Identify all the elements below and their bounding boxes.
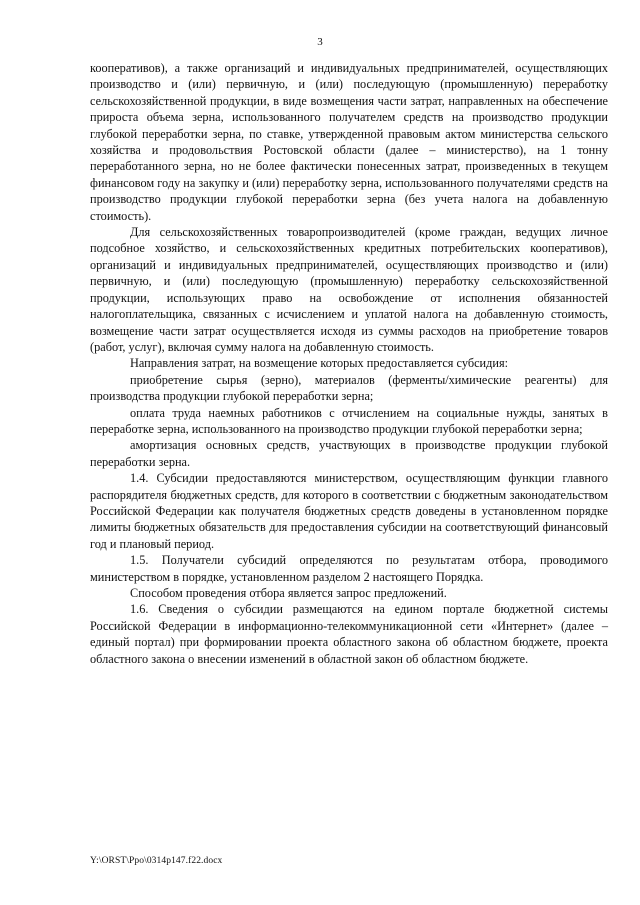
paragraph: кооперативов), а также организаций и индивидуальных предпринимателей, осуществляющих производство и (или) первичную, и (или) последующую (промышленную) переработку сельскохозяйственной продукции, в виде возмещения части затрат, направленных на обеспечение прироста объема зерна, использованного получателем средств на производство продукции глубокой переработки зерна, по ставке, утвержденной правовым актом министерства сельского хозяйства и продовольствия Ростовской области (далее – министерство), на 1 тонну переработанного зерна, но не более фактически понесенных затрат, произведенных в текущем финансовом году на закупку и (или) переработку зерна, использованного получателями средств на производство продукции глубокой переработки зерна (без учета налога на добавленную стоимость). (90, 61, 608, 223)
paragraph: Для сельскохозяйственных товаропроизводителей (кроме граждан, ведущих личное подсобное хозяйство, и сельскохозяйственных кредитных потребительских кооперативов), организаций и индивидуальных предпринимателей, осуществляющих производство и (или) первичную, и (или) последующую (промышленную) переработку сельскохозяйственной продукции, использующих право на освобождение от исполнения обязанностей налогоплательщика, связанных с исчислением и уплатой налога на добавленную стоимость, возмещение части затрат осуществляется исходя из суммы расходов на приобретение товаров (работ, услуг), включая сумму налога на добавленную стоимость. (90, 225, 608, 354)
list-item: амортизация основных средств, участвующих в производстве продукции глубокой переработки зерна. (90, 438, 608, 469)
clause-1-4: 1.4. Субсидии предоставляются министерством, осуществляющим функции главного распорядителя бюджетных средств, для которого в соответствии с бюджетным законодательством Российской Федерации как получателя бюджетных средств доведены в установленном порядке лимиты бюджетных обязательств для предоставления субсидии на соответствующий финансовый год и плановый период. (90, 471, 608, 551)
document-body (90, 60, 608, 667)
clause-1-6: 1.6. Сведения о субсидии размещаются на едином портале бюджетной системы Российской Федерации в информационно-телекоммуникационной сети «Интернет» (далее – единый портал) при формировании проекта областного закона об областном бюджете, проекта областного закона о внесении изменений в областной закон об областном бюджете. (90, 602, 608, 666)
paragraph: Направления затрат, на возмещение которых предоставляется субсидия: (130, 356, 509, 371)
page-number: 3 (317, 36, 323, 48)
footer-file-path: Y:\ORST\Ppo\0314p147.f22.docx (90, 856, 223, 866)
list-item: приобретение сырья (зерно), материалов (ферменты/химические реагенты) для производства продукции глубокой переработки зерна; (90, 372, 608, 404)
list-item: оплата труда наемных работников с отчислением на социальные нужды, занятых в переработке зерна, использованного на производство продукции глубокой переработки зерна; (90, 405, 608, 436)
clause-1-5: 1.5. Получатели субсидий определяются по результатам отбора, проводимого министерством в порядке, установленном разделом 2 настоящего Порядка. (90, 553, 608, 584)
paragraph: Способом проведения отбора является запрос предложений. (130, 586, 447, 600)
